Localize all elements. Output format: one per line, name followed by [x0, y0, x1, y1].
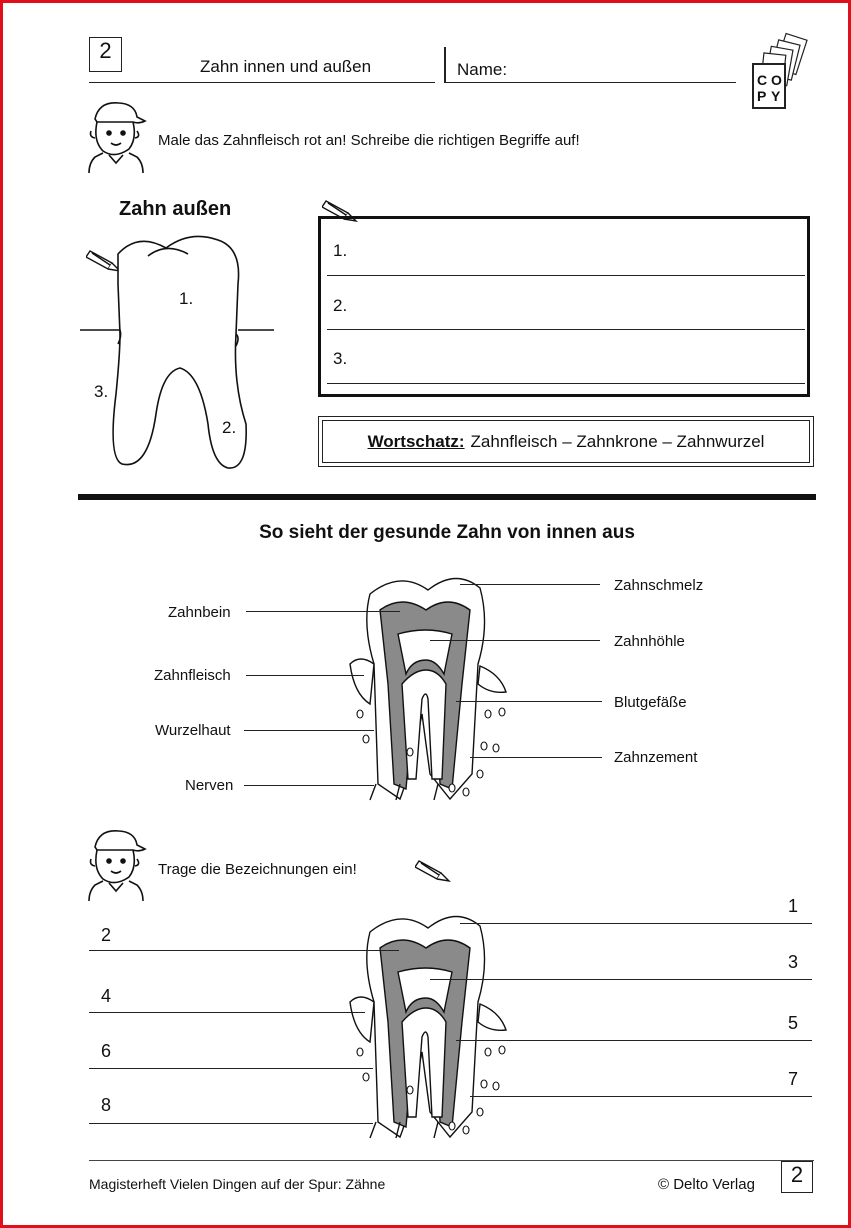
blank-number-1: 1	[788, 896, 799, 916]
label-zahnfleisch: Zahnfleisch	[154, 667, 231, 684]
section-divider	[78, 494, 816, 500]
tooth-label-3: 3.	[94, 382, 109, 401]
section-heading-outer: Zahn außen	[119, 198, 232, 220]
copy-stamp-icon	[750, 32, 814, 112]
inner-tooth-diagram	[340, 574, 520, 804]
blank-line-4[interactable]	[89, 1012, 365, 1013]
label-line-zahnzement	[470, 757, 602, 758]
tooth-label-2: 2.	[222, 418, 237, 437]
label-line-zahnbein	[246, 611, 400, 612]
blank-line-5[interactable]	[456, 1040, 812, 1041]
outer-tooth-drawing	[78, 234, 278, 474]
copy-letter-y: Y	[771, 88, 781, 104]
label-line-zahnschmelz	[460, 584, 600, 585]
footer-series-title: Magisterheft Vielen Dingen auf der Spur: Zähne	[89, 1176, 386, 1192]
answer-line-3[interactable]	[327, 383, 805, 384]
blank-line-7[interactable]	[470, 1096, 812, 1097]
blank-number-5: 5	[788, 1013, 799, 1033]
name-label: Name:	[457, 60, 508, 79]
label-blutgefaesse: Blutgefäße	[614, 694, 687, 711]
answer-line-1[interactable]	[327, 275, 805, 276]
tooth-label-1: 1.	[179, 289, 194, 308]
answer-number-2: 2.	[333, 296, 348, 315]
task1-instruction: Male das Zahnfleisch rot an! Schreibe die richtigen Begriffe auf!	[158, 132, 580, 149]
page-number-box	[89, 37, 122, 72]
inner-tooth-diagram-blank	[340, 912, 520, 1142]
copy-letter-o: O	[771, 72, 782, 88]
blank-number-3: 3	[788, 952, 799, 972]
footer-publisher: © Delto Verlag	[658, 1176, 755, 1193]
footer-page-number-box	[781, 1161, 813, 1193]
section-heading-inner: So sieht der gesunde Zahn von innen aus	[259, 522, 635, 543]
blank-number-6: 6	[101, 1041, 112, 1061]
label-zahnbein: Zahnbein	[168, 604, 231, 621]
label-line-wurzelhaut	[244, 730, 374, 731]
answer-box	[318, 216, 810, 397]
blank-line-3[interactable]	[430, 979, 812, 980]
blank-line-1[interactable]	[460, 923, 812, 924]
vocabulary-words: Zahnfleisch – Zahnkrone – Zahnwurzel	[470, 431, 765, 451]
vocabulary-label: Wortschatz:	[367, 431, 465, 451]
blank-number-4: 4	[101, 986, 112, 1006]
worksheet-title: Zahn innen und außen	[200, 57, 372, 76]
page-number: 2	[99, 38, 112, 63]
boy-mascot-icon	[85, 825, 147, 901]
label-line-blutgefaesse	[456, 701, 602, 702]
task2-instruction: Trage die Bezeichnungen ein!	[158, 861, 357, 878]
pencil-icon	[415, 855, 451, 883]
label-zahnhoehle: Zahnhöhle	[614, 633, 685, 650]
name-line[interactable]	[446, 82, 736, 83]
copy-letter-p: P	[757, 88, 767, 104]
footer-rule	[89, 1160, 814, 1161]
header-title-line	[89, 82, 435, 83]
label-wurzelhaut: Wurzelhaut	[155, 722, 231, 739]
answer-line-2[interactable]	[327, 329, 805, 330]
blank-number-7: 7	[788, 1069, 799, 1089]
blank-line-8[interactable]	[89, 1123, 373, 1124]
copy-letter-c: C	[757, 72, 768, 88]
header-divider	[444, 47, 446, 83]
label-line-zahnfleisch	[246, 675, 364, 676]
answer-number-3: 3.	[333, 349, 348, 368]
boy-mascot-icon	[85, 97, 147, 173]
footer-page-number: 2	[790, 1162, 804, 1187]
label-line-zahnhoehle	[430, 640, 600, 641]
label-zahnzement: Zahnzement	[614, 749, 698, 766]
answer-number-1: 1.	[333, 241, 348, 260]
blank-line-2[interactable]	[89, 950, 399, 951]
label-nerven: Nerven	[185, 777, 234, 794]
blank-line-6[interactable]	[89, 1068, 373, 1069]
label-zahnschmelz: Zahnschmelz	[614, 577, 704, 594]
vocabulary-box	[318, 416, 814, 467]
label-line-nerven	[244, 785, 374, 786]
blank-number-2: 2	[101, 925, 112, 945]
blank-number-8: 8	[101, 1095, 112, 1115]
